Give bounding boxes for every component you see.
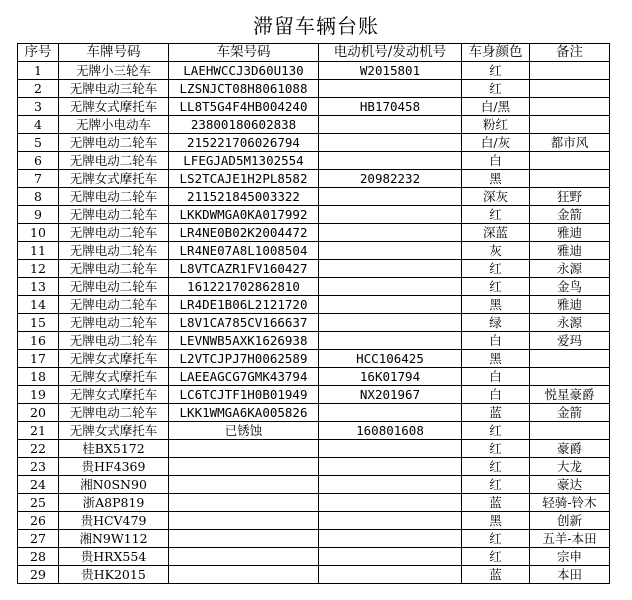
cell-seq: 26 [18,512,59,530]
cell-plate: 无牌小三轮车 [59,62,169,80]
cell-remark: 创新 [530,512,610,530]
cell-engine [319,494,462,512]
cell-engine [319,476,462,494]
cell-remark: 爱玛 [530,332,610,350]
table-row [18,206,610,224]
cell-engine [319,512,462,530]
cell-engine: 160801608 [319,422,462,440]
table-row [18,314,610,332]
cell-engine [319,458,462,476]
cell-color: 红 [462,206,530,224]
table-row [18,170,610,188]
table-row [18,116,610,134]
cell-plate: 无牌电动二轮车 [59,404,169,422]
cell-seq: 12 [18,260,59,278]
cell-plate: 湘N0SN90 [59,476,169,494]
cell-frame: 已锈蚀 [169,422,319,440]
cell-remark: 大龙 [530,458,610,476]
cell-frame: LR4NE0B02K2004472 [169,224,319,242]
table-row [18,134,610,152]
cell-remark [530,170,610,188]
header-color: 车身颜色 [462,44,530,62]
cell-frame: LAEEAGCG7GMK43794 [169,368,319,386]
header-engine: 电动机号/发动机号 [319,44,462,62]
cell-remark: 金箭 [530,404,610,422]
cell-frame [169,530,319,548]
cell-plate: 无牌电动二轮车 [59,332,169,350]
cell-frame: 215221706026794 [169,134,319,152]
cell-frame: 23800180602838 [169,116,319,134]
cell-engine [319,530,462,548]
cell-plate: 无牌电动二轮车 [59,152,169,170]
cell-frame [169,512,319,530]
cell-engine [319,440,462,458]
cell-remark: 本田 [530,566,610,584]
table-row [18,242,610,260]
cell-engine [319,80,462,98]
cell-frame: LKKDWMGA0KA017992 [169,206,319,224]
cell-color: 白 [462,386,530,404]
cell-frame: LL8T5G4F4HB004240 [169,98,319,116]
cell-plate: 无牌电动二轮车 [59,278,169,296]
cell-remark [530,152,610,170]
cell-plate: 无牌电动二轮车 [59,314,169,332]
cell-seq: 22 [18,440,59,458]
cell-plate: 无牌女式摩托车 [59,368,169,386]
cell-frame: LR4DE1B06L2121720 [169,296,319,314]
cell-color: 红 [462,440,530,458]
cell-color: 深灰 [462,188,530,206]
cell-seq: 2 [18,80,59,98]
cell-plate: 贵HK2015 [59,566,169,584]
table-row [18,152,610,170]
cell-seq: 14 [18,296,59,314]
cell-remark: 豪达 [530,476,610,494]
cell-frame: LS2TCAJE1H2PL8582 [169,170,319,188]
cell-frame: 161221702862810 [169,278,319,296]
cell-color: 蓝 [462,566,530,584]
table-row [18,476,610,494]
table-row [18,296,610,314]
cell-remark: 豪爵 [530,440,610,458]
cell-remark: 都市风 [530,134,610,152]
cell-color: 黑 [462,296,530,314]
cell-remark [530,98,610,116]
cell-color: 蓝 [462,404,530,422]
cell-engine: 20982232 [319,170,462,188]
cell-seq: 5 [18,134,59,152]
cell-color: 绿 [462,314,530,332]
cell-frame: LC6TCJTF1H0B01949 [169,386,319,404]
cell-color: 红 [462,548,530,566]
cell-seq: 19 [18,386,59,404]
cell-color: 红 [462,278,530,296]
table-row [18,332,610,350]
cell-remark: 雅迪 [530,224,610,242]
cell-seq: 16 [18,332,59,350]
cell-plate: 无牌电动二轮车 [59,242,169,260]
cell-plate: 无牌小电动车 [59,116,169,134]
cell-seq: 13 [18,278,59,296]
cell-remark: 永源 [530,314,610,332]
cell-frame: 211521845003322 [169,188,319,206]
cell-frame: LAEHWCCJ3D60U130 [169,62,319,80]
cell-engine [319,188,462,206]
cell-engine: NX201967 [319,386,462,404]
cell-remark: 轻骑-铃木 [530,494,610,512]
cell-remark: 狂野 [530,188,610,206]
cell-frame: LEVNWB5AXK1626938 [169,332,319,350]
cell-frame: L8V1CA785CV166637 [169,314,319,332]
cell-plate: 无牌女式摩托车 [59,386,169,404]
cell-seq: 15 [18,314,59,332]
table-row [18,350,610,368]
table-row [18,80,610,98]
cell-engine [319,332,462,350]
cell-frame [169,566,319,584]
header-seq: 序号 [18,44,59,62]
cell-seq: 9 [18,206,59,224]
cell-color: 红 [462,458,530,476]
cell-frame [169,548,319,566]
cell-color: 红 [462,80,530,98]
cell-frame: L8VTCAZR1FV160427 [169,260,319,278]
table-row [18,386,610,404]
cell-engine [319,404,462,422]
cell-engine: 16K01794 [319,368,462,386]
cell-seq: 6 [18,152,59,170]
cell-color: 灰 [462,242,530,260]
cell-plate: 贵HCV479 [59,512,169,530]
cell-color: 红 [462,260,530,278]
cell-color: 黑 [462,350,530,368]
cell-plate: 无牌女式摩托车 [59,422,169,440]
cell-remark [530,116,610,134]
cell-engine [319,296,462,314]
table-row [18,530,610,548]
cell-plate: 无牌女式摩托车 [59,350,169,368]
cell-engine [319,566,462,584]
cell-remark: 雅迪 [530,296,610,314]
cell-plate: 无牌电动三轮车 [59,80,169,98]
cell-color: 红 [462,62,530,80]
cell-seq: 28 [18,548,59,566]
table-row [18,422,610,440]
cell-engine [319,314,462,332]
cell-remark: 五羊-本田 [530,530,610,548]
cell-engine [319,278,462,296]
cell-engine [319,242,462,260]
cell-plate: 无牌电动二轮车 [59,260,169,278]
cell-frame [169,440,319,458]
cell-remark [530,62,610,80]
table-row [18,440,610,458]
cell-engine [319,206,462,224]
cell-frame: LFEGJAD5M1302554 [169,152,319,170]
cell-remark: 金箭 [530,206,610,224]
cell-plate: 无牌电动二轮车 [59,134,169,152]
cell-seq: 20 [18,404,59,422]
cell-frame [169,458,319,476]
cell-plate: 湘N9W112 [59,530,169,548]
cell-remark: 金鸟 [530,278,610,296]
cell-seq: 27 [18,530,59,548]
cell-engine [319,116,462,134]
table-row [18,188,610,206]
cell-plate: 无牌电动二轮车 [59,206,169,224]
cell-seq: 1 [18,62,59,80]
cell-seq: 17 [18,350,59,368]
cell-remark [530,368,610,386]
table-row [18,512,610,530]
cell-color: 黑 [462,170,530,188]
cell-engine [319,134,462,152]
cell-remark: 悦星豪爵 [530,386,610,404]
cell-color: 白/灰 [462,134,530,152]
cell-plate: 贵HRX554 [59,548,169,566]
cell-color: 黑 [462,512,530,530]
cell-seq: 11 [18,242,59,260]
cell-engine [319,152,462,170]
cell-engine [319,260,462,278]
cell-color: 白 [462,332,530,350]
header-frame: 车架号码 [169,44,319,62]
cell-color: 蓝 [462,494,530,512]
header-remark: 备注 [530,44,610,62]
table-row [18,224,610,242]
cell-frame: LKK1WMGA6KA005826 [169,404,319,422]
cell-engine [319,548,462,566]
cell-frame: LR4NE07A8L1008504 [169,242,319,260]
cell-engine: HB170458 [319,98,462,116]
cell-engine [319,224,462,242]
cell-plate: 无牌电动二轮车 [59,296,169,314]
cell-plate: 无牌女式摩托车 [59,98,169,116]
cell-remark [530,350,610,368]
cell-seq: 4 [18,116,59,134]
cell-frame: LZSNJCT08H8061088 [169,80,319,98]
cell-seq: 24 [18,476,59,494]
cell-remark [530,422,610,440]
table-row [18,278,610,296]
cell-color: 白 [462,152,530,170]
table-row [18,458,610,476]
table-row [18,566,610,584]
cell-engine: HCC106425 [319,350,462,368]
header-plate: 车牌号码 [59,44,169,62]
cell-seq: 10 [18,224,59,242]
cell-seq: 29 [18,566,59,584]
page-title: 滞留车辆台账 [253,14,379,38]
cell-seq: 8 [18,188,59,206]
cell-seq: 7 [18,170,59,188]
table-row [18,260,610,278]
table-row [18,548,610,566]
cell-plate: 桂BX5172 [59,440,169,458]
cell-plate: 无牌电动二轮车 [59,188,169,206]
vehicle-ledger-table [17,43,610,584]
cell-color: 红 [462,422,530,440]
table-row [18,404,610,422]
cell-frame: L2VTCJPJ7H0062589 [169,350,319,368]
cell-remark [530,80,610,98]
cell-engine: W2015801 [319,62,462,80]
table-row [18,98,610,116]
cell-remark: 雅迪 [530,242,610,260]
cell-remark: 永源 [530,260,610,278]
cell-plate: 无牌电动二轮车 [59,224,169,242]
cell-seq: 3 [18,98,59,116]
cell-color: 白/黑 [462,98,530,116]
cell-color: 白 [462,368,530,386]
cell-plate: 无牌女式摩托车 [59,170,169,188]
cell-seq: 18 [18,368,59,386]
cell-frame [169,494,319,512]
cell-plate: 贵HF4369 [59,458,169,476]
cell-seq: 21 [18,422,59,440]
cell-seq: 23 [18,458,59,476]
cell-frame [169,476,319,494]
table-body [18,62,610,584]
cell-seq: 25 [18,494,59,512]
cell-plate: 浙A8P819 [59,494,169,512]
cell-color: 红 [462,530,530,548]
table-row [18,494,610,512]
table-header-row [18,44,610,62]
cell-color: 深蓝 [462,224,530,242]
cell-color: 红 [462,476,530,494]
cell-color: 粉红 [462,116,530,134]
cell-remark: 宗申 [530,548,610,566]
table-row [18,62,610,80]
table-row [18,368,610,386]
